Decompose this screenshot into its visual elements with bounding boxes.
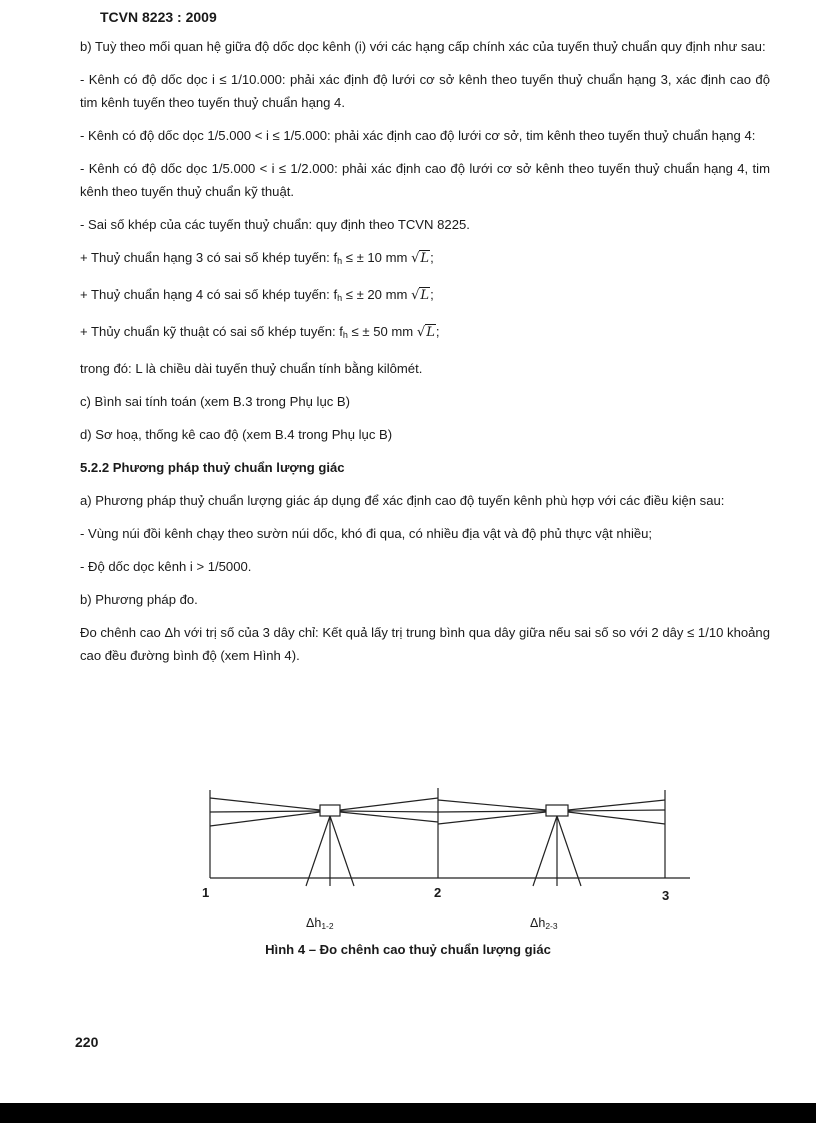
tripod-leg [306, 816, 330, 886]
standard-header: TCVN 8223 : 2009 [100, 9, 217, 25]
sight-line [438, 812, 546, 824]
tripod-leg [533, 816, 557, 886]
formula-grade-3: + Thuỷ chuẩn hạng 3 có sai số khép tuyến: $f_h$ ≤ ± 10 mm √L; [80, 250, 434, 266]
formula-grade-4: + Thuỷ chuẩn hạng 4 có sai số khép tuyến: $f_h$ ≤ ± 20 mm √L; [80, 287, 434, 303]
paragraph-slope-condition: - Độ dốc dọc kênh i > 1/5000. [80, 559, 252, 574]
sight-line [340, 798, 438, 810]
tripod-leg [557, 816, 581, 886]
paragraph-closure-error: - Sai số khép của các tuyến thuỷ chuẩn: quy định theo TCVN 8225. [80, 217, 470, 232]
delta-h-1-2: Δh1-2 [306, 916, 334, 931]
sight-line [438, 811, 546, 812]
tripod-leg [330, 816, 354, 886]
point-label-3: 3 [662, 888, 670, 903]
scan-bottom-edge [0, 1103, 816, 1123]
instrument-2 [546, 805, 568, 816]
document-body [80, 35, 770, 677]
point-label-1: 1 [202, 885, 210, 900]
section-heading-5-2-2: 5.2.2 Phương pháp thuỷ chuẩn lượng giác [80, 460, 345, 475]
sight-line [568, 810, 665, 811]
formula-technical: + Thủy chuẩn kỹ thuật có sai số khép tuyến: $f_h$ ≤ ± 50 mm √L; [80, 324, 440, 340]
sight-line [568, 812, 665, 824]
paragraph-b: b) Tuỳ theo mối quan hệ giữa độ dốc dọc kênh (i) với các hạng cấp chính xác của tuyến thuỷ chuẩn quy định như sau: [80, 39, 766, 54]
sight-line [210, 798, 320, 810]
leveling-diagram [190, 782, 690, 942]
figure-4 [190, 782, 690, 942]
paragraph-slope-2: - Kênh có độ dốc dọc 1/5.000 < i ≤ 1/5.000: phải xác định cao độ lưới cơ sở, tim kênh theo tuyến thuỷ chuẩn hạng 4: [80, 128, 756, 143]
page-number: 220 [75, 1034, 99, 1050]
paragraph-slope-3: - Kênh có độ dốc dọc 1/5.000 < i ≤ 1/2.000: phải xác định cao độ lưới cơ sở kênh theo tuyến thuỷ chuẩn hạng 4, tim kênh theo tuyến thuỷ chuẩn kỹ thuật. [80, 161, 770, 199]
figure-caption: Hình 4 – Đo chênh cao thuỷ chuẩn lượng giác [265, 942, 551, 957]
paragraph-slope-1: - Kênh có độ dốc dọc i ≤ 1/10.000: phải xác định độ lưới cơ sở kênh theo tuyến thuỷ chuẩn hạng 3, xác định cao độ tim kênh tuyến theo tuyến thuỷ chuẩn hạng 4. [80, 72, 770, 110]
paragraph-c: c) Bình sai tính toán (xem B.3 trong Phụ lục B) [80, 394, 351, 409]
delta-h-2-3: Δh2-3 [530, 916, 558, 931]
sight-line [438, 800, 546, 810]
point-label-2: 2 [434, 885, 442, 900]
paragraph-method-a: a) Phương pháp thuỷ chuẩn lượng giác áp dụng để xác định cao độ tuyến kênh phù hợp với các điều kiện sau: [80, 493, 725, 508]
sight-line [210, 812, 320, 826]
sight-line [340, 811, 438, 812]
paragraph-method-b: b) Phương pháp đo. [80, 592, 198, 607]
paragraph-d: d) Sơ hoạ, thống kê cao độ (xem B.4 trong Phụ lục B) [80, 427, 393, 442]
paragraph-terrain: - Vùng núi đồi kênh chạy theo sườn núi dốc, khó đi qua, có nhiều địa vật và độ phủ thực vật nhiều; [80, 526, 653, 541]
sight-line [210, 811, 320, 812]
sight-line [340, 812, 438, 822]
instrument-1 [320, 805, 340, 816]
sight-line [568, 800, 665, 810]
paragraph-measurement: Đo chênh cao Δh với trị số của 3 dây chỉ: Kết quả lấy trị trung bình qua dây giữa nếu sai số so với 2 dây ≤ 1/10 khoảng cao đều đường bình độ (xem Hình 4). [80, 625, 770, 663]
paragraph-where: trong đó: L là chiều dài tuyến thuỷ chuẩn tính bằng kilômét. [80, 361, 423, 376]
